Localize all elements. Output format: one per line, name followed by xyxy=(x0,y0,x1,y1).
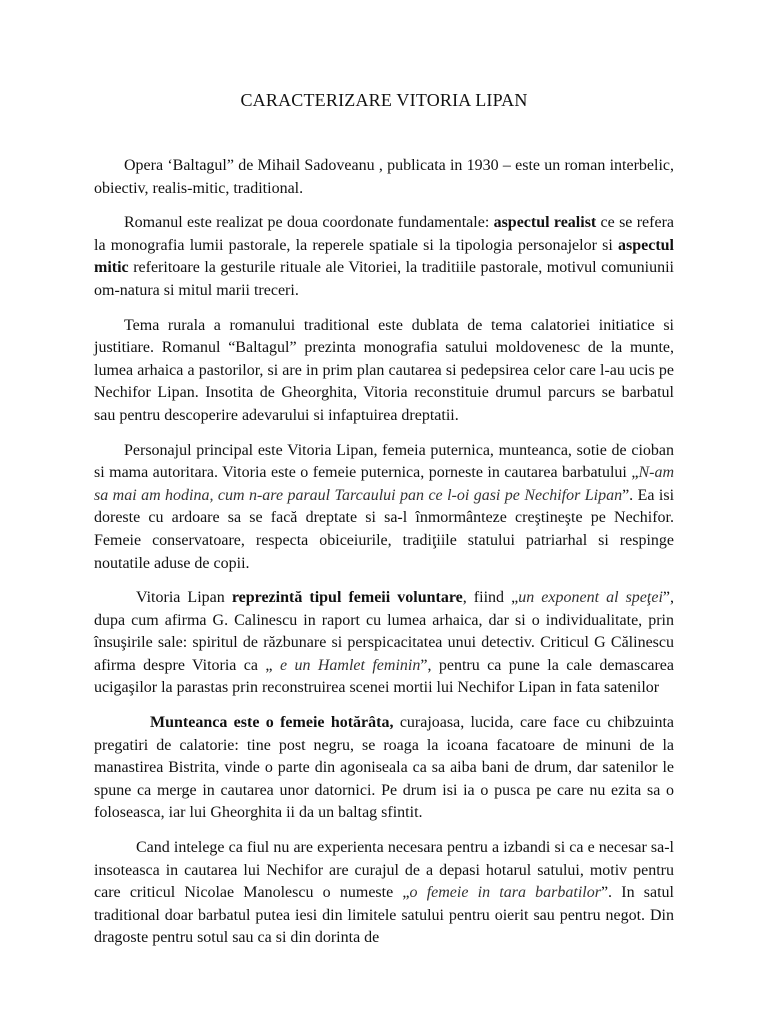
text-run: Cand intelege ca fiul nu are experienta necesara pentru a izbandi si ca e necesar sa-l insoteasca in cautarea lui Nechifor are curajul de a depasi hotarul satului, motiv pentru care criticul Nicolae Manolescu o numeste „ xyxy=(94,839,674,902)
paragraph xyxy=(94,712,674,825)
text-run: referitoare la gesturile rituale ale Vitoriei, la traditiile pastorale, motivul comuniunii om-natura si mitul marii treceri. xyxy=(94,259,674,299)
bold-phrase: Munteanca este o femeie hotărâta, xyxy=(150,714,394,732)
italic-quote: un exponent al speţei xyxy=(518,589,663,607)
italic-quote: o femeie in tara barbatilor xyxy=(409,884,601,902)
paragraph xyxy=(94,212,674,302)
italic-quote: N-am sa mai am hodina, cum n-are paraul Tarcaului pan ce l-oi gasi pe Nechifor Lipan xyxy=(94,464,674,504)
text-run: Vitoria Lipan xyxy=(136,589,232,607)
bold-phrase: reprezintă tipul femeii voluntare xyxy=(231,589,463,607)
text-run: Opera ‘Baltagul” de Mihail Sadoveanu , publicata in 1930 – este un roman interbelic, obiectiv, realis-mitic, traditional. xyxy=(94,157,674,197)
paragraph xyxy=(94,440,674,576)
text-run: , fiind „ xyxy=(462,589,519,607)
document-title: CARACTERIZARE VITORIA LIPAN xyxy=(240,90,528,110)
paragraph xyxy=(94,837,674,950)
paragraph xyxy=(94,155,674,200)
text-run: ”, dupa cum afirma G. Calinescu in raport cu lumea arhaica, dar si o individualitate, prin însuşirile sale: spiritul de răzbunare si perspicacitatea unui detectiv. Criticul G Călinescu afirma despre Vitoria ca „ xyxy=(94,589,675,674)
text-run: ”. In satul traditional doar barbatul putea iesi din limitele satului pentru oierit sau pentru negot. Din dragoste pentru sotul sau ca si din dorinta de xyxy=(94,884,674,947)
bold-phrase: aspectul realist xyxy=(493,214,597,232)
paragraph xyxy=(94,315,674,428)
text-run: Tema rurala a romanului traditional este dublata de tema calatoriei initiatice si justitiare. Romanul “Baltagul” prezinta monografia satului moldovenesc de la munte, lumea arhaica a pastorilor, si are in prim plan cautarea si pedepsirea celor care l-au ucis pe Nechifor Lipan. Insotita de Gheorghita, Vitoria reconstituie drumul parcurs se barbatul sau pentru descoperire adevarului si infaptuirea dreptatii. xyxy=(94,316,674,424)
text-run: Personajul principal este Vitoria Lipan, femeia puternica, munteanca, sotie de cioban si mama autoritara. Vitoria este o femeie puternica, porneste in cautarea barbatului „ xyxy=(94,441,674,482)
italic-quote: e un Hamlet feminin xyxy=(279,656,421,674)
bold-phrase: aspectul mitic xyxy=(94,236,674,277)
text-run: ”. Ea isi doreste cu ardoare sa se facă dreptate si sa-l înmormânteze creştineşte pe Nechifor. Femeie conservatoare, respecta obiceiurile, tradiţiile statului patriarhal si respinge noutatile aduse de copii. xyxy=(94,486,675,572)
document-body xyxy=(94,155,674,950)
text-run: curajoasa, lucida, care face cu chibzuinta pregatiri de calatorie: tine post negru, se roaga la icoana facatoare de minuni de la manastirea Bistrita, vinde o parte din agoniseala ca sa aiba bani de drum, dar satenilor le spune ca merge in cautarea unor datornici. Pe drum isi ia o pusca pe care nu ezita sa o foloseasca, iar lui Gheorghita ii da un baltag sfintit. xyxy=(94,714,674,822)
paragraph xyxy=(94,587,674,700)
text-run: ce se refera la monografia lumii pastorale, la reperele spatiale si la tipologia personajelor si xyxy=(94,214,674,254)
text-run: ”, pentru ca pune la cale demascarea ucigaşilor la parastas prin reconstruirea scenei mortii lui Nechifor Lipan in fata satenilor xyxy=(94,656,674,697)
text-run: Romanul este realizat pe doua coordonate fundamentale: xyxy=(124,214,494,232)
